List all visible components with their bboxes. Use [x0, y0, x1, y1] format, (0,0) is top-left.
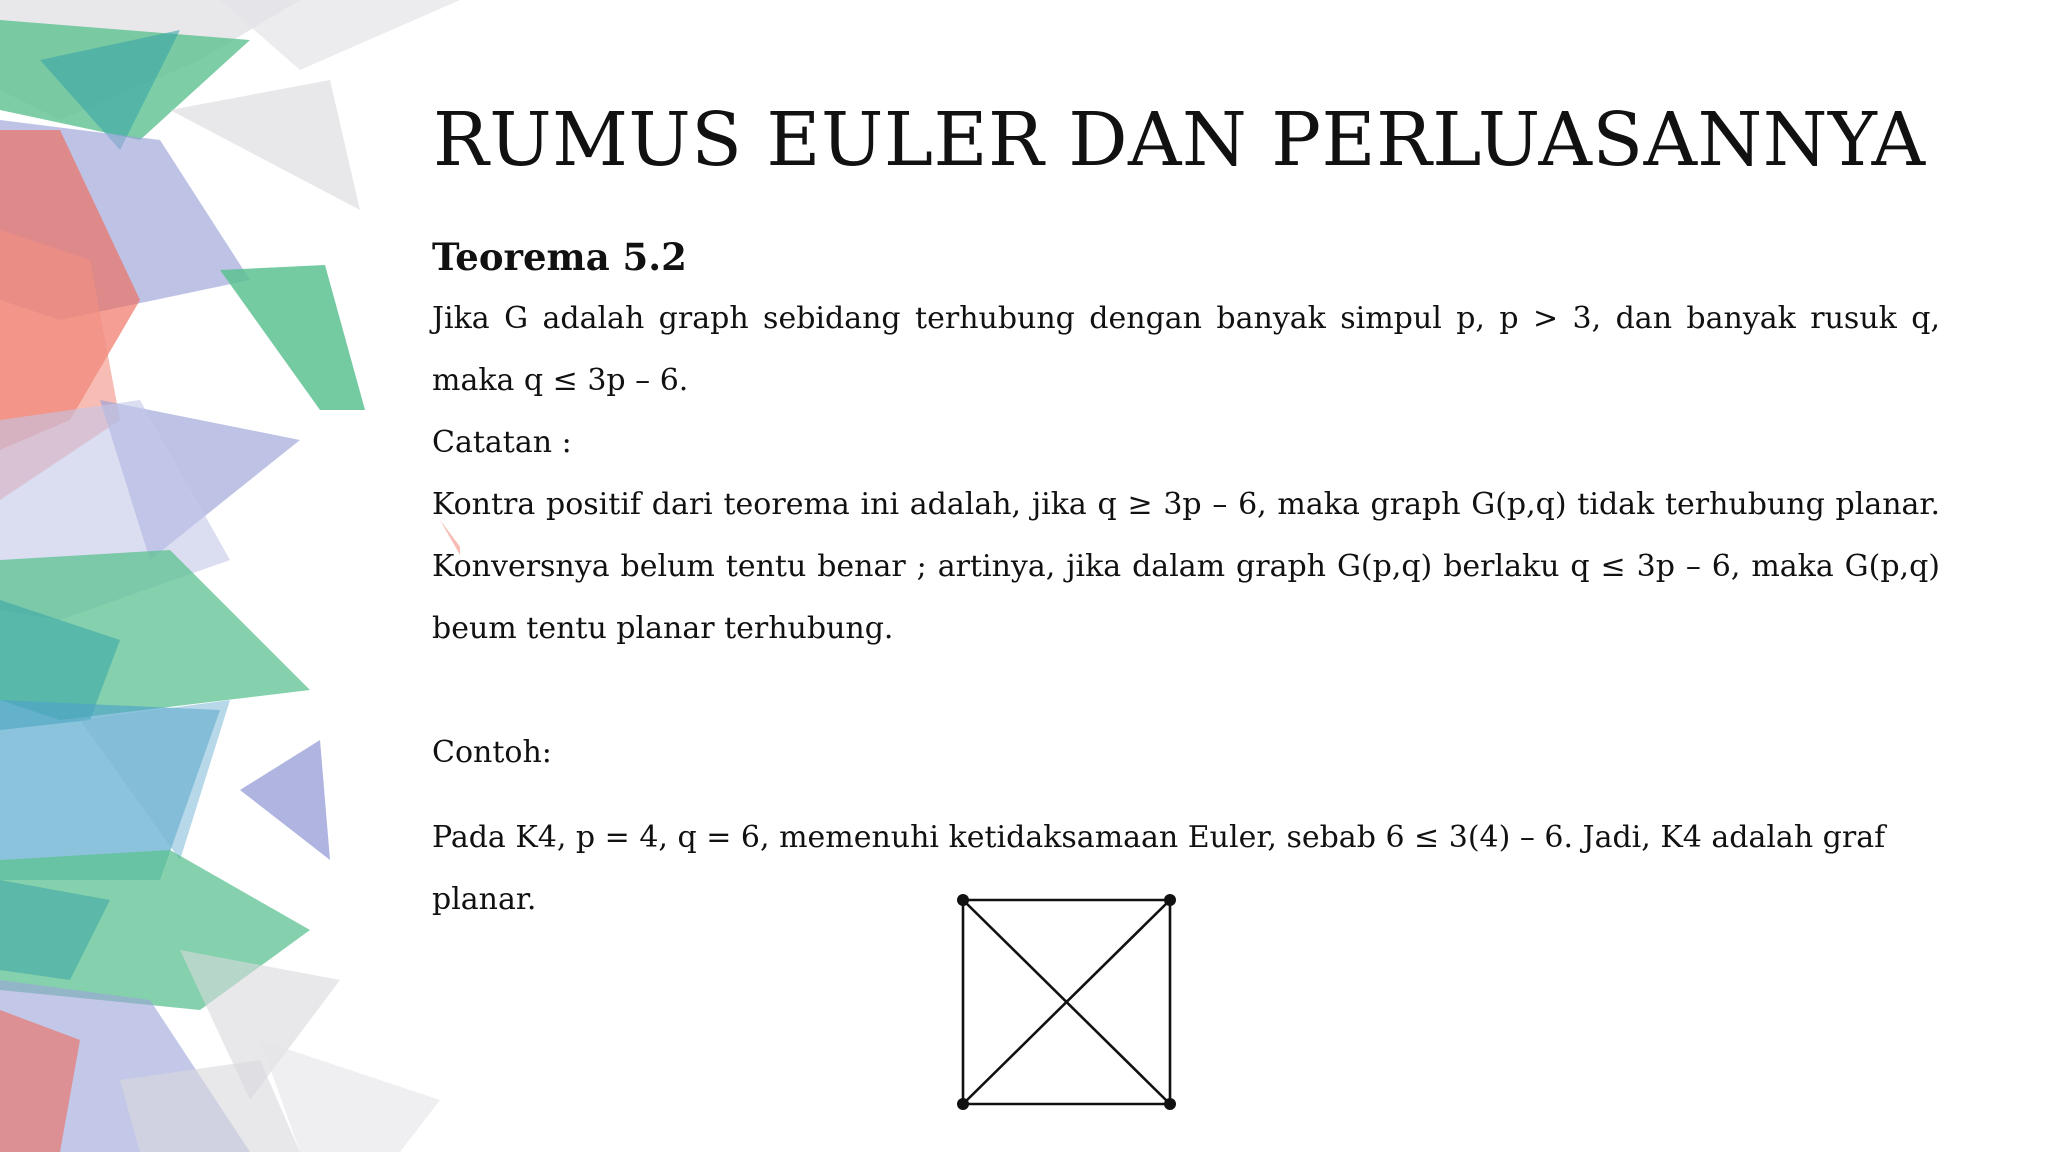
k4-vertex-bottom-left [957, 1098, 969, 1110]
slide-body [432, 226, 1940, 931]
note-label: Catatan : [432, 425, 572, 460]
theorem-heading: Teorema 5.2 [432, 235, 687, 279]
example-label: Contoh: [432, 735, 552, 770]
decorative-polygon-background [0, 0, 460, 1152]
k4-vertex-top-left [957, 894, 969, 906]
theorem-statement: Jika G adalah graph sebidang terhubung dengan banyak simpul p, p > 3, dan banyak rusuk q, maka q ≤ 3p – 6. [432, 301, 1940, 398]
k4-vertex-bottom-right [1164, 1098, 1176, 1110]
k4-vertex-top-right [1164, 894, 1176, 906]
slide-title: RUMUS EULER DAN PERLUASANNYA [433, 97, 1926, 183]
k4-graph-figure [948, 884, 1184, 1120]
note-text: Kontra positif dari teorema ini adalah, jika q ≥ 3p – 6, maka graph G(p,q) tidak terhubung planar. Konversnya belum tentu benar ; artinya, jika dalam graph G(p,q) berlaku q ≤ 3p – 6, maka G(p,q) beum tentu planar terhubung. [432, 487, 1940, 646]
spacer [432, 660, 1940, 722]
example-text: Pada K4, p = 4, q = 6, memenuhi ketidaksamaan Euler, sebab 6 ≤ 3(4) – 6. Jadi, K4 adalah graf planar. [432, 820, 1886, 917]
